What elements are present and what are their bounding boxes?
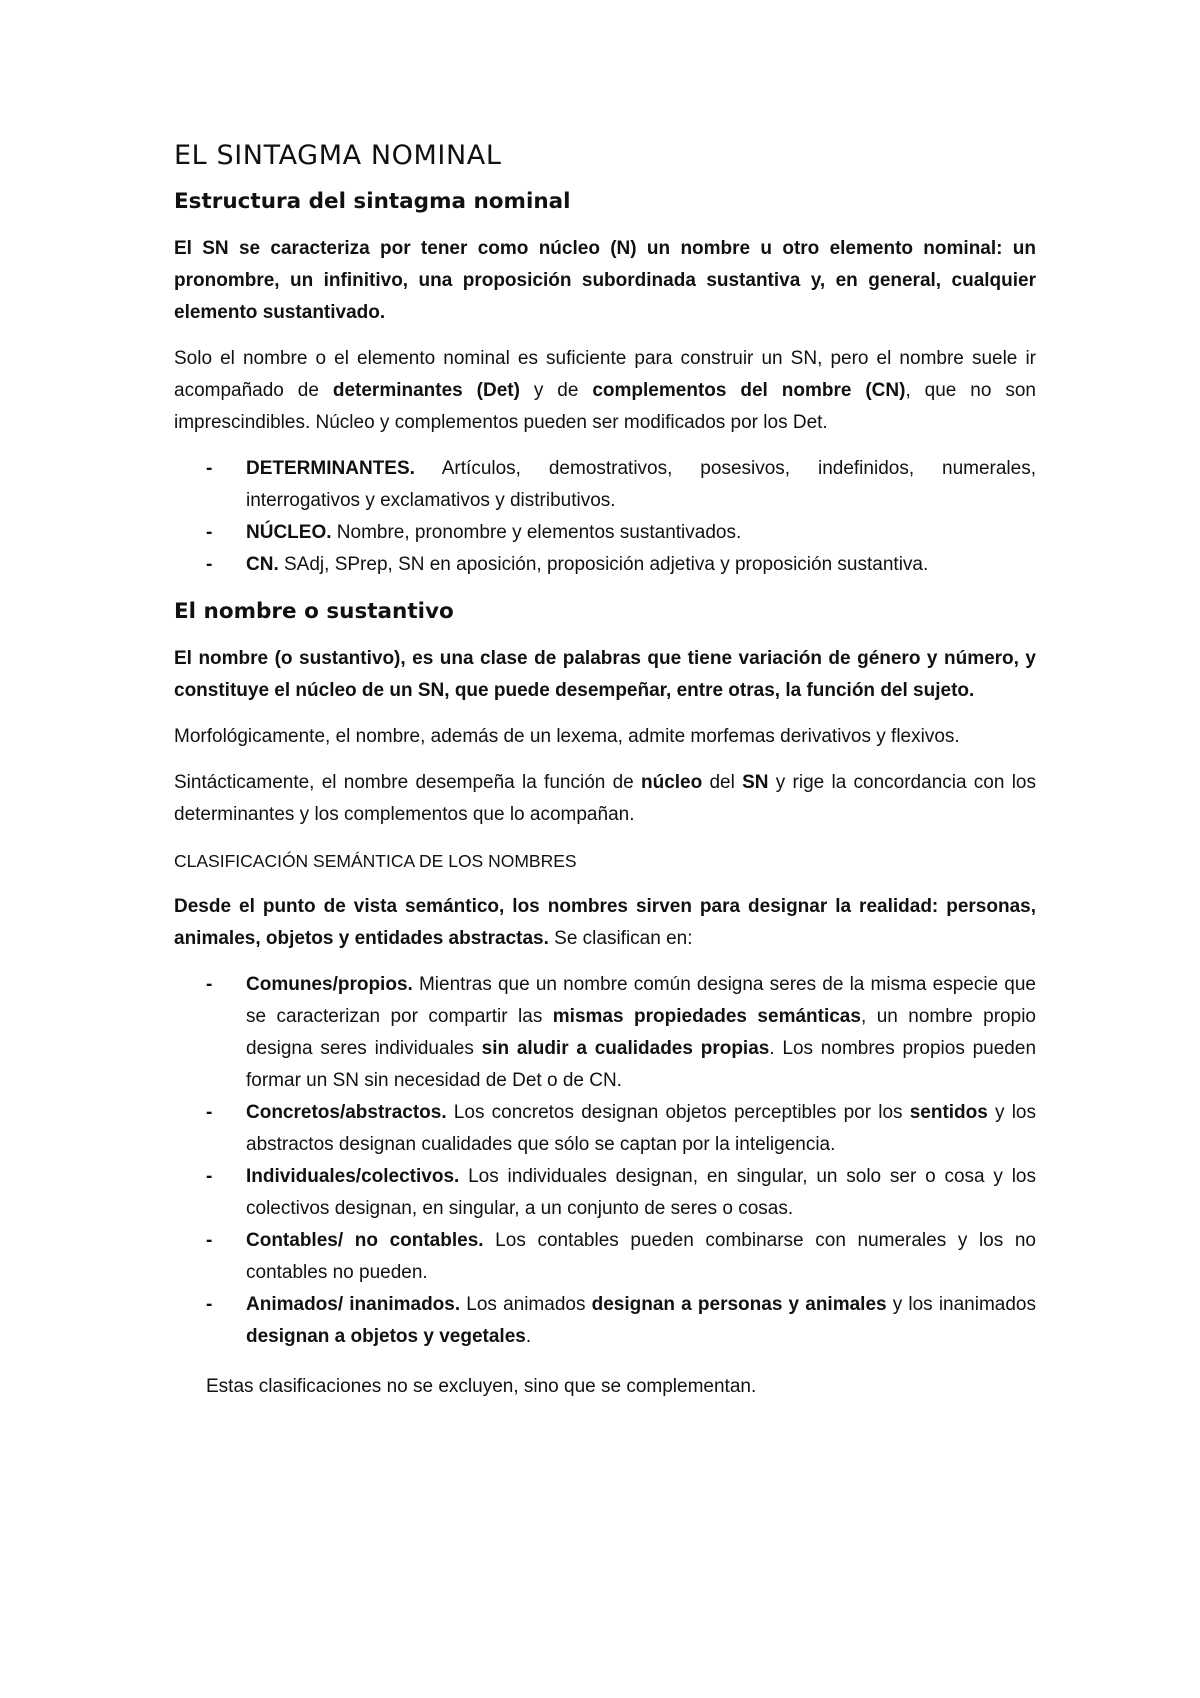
text-run: , un nombre propio designa seres individuales: [246, 1005, 1036, 1059]
dash-bullet: -: [206, 973, 213, 995]
subheading-clasificacion: CLASIFICACIÓN SEMÁNTICA DE LOS NOMBRES: [174, 850, 577, 871]
text-run: Los concretos designan objetos perceptibles por los: [446, 1101, 910, 1123]
text-run: Los animados: [460, 1293, 592, 1315]
closing-note: Estas clasificaciones no se excluyen, sino que se complementan.: [206, 1375, 757, 1397]
list-clasificaciones: [174, 969, 1036, 1353]
document-title: EL SINTAGMA NOMINAL: [174, 140, 502, 171]
list-item-text: Nombre, pronombre y elementos sustantivados.: [331, 522, 742, 544]
list-item: [174, 1225, 1036, 1289]
text-run: y de: [519, 380, 593, 402]
text-run: . Los nombres propios pueden formar un SN sin necesidad de Det o de CN.: [246, 1037, 1037, 1091]
text-run: Los individuales designan, en singular, un solo ser o cosa y los colectivos designan, en singular, a un conjunto de seres o cosas.: [246, 1165, 1036, 1219]
list-item: [174, 969, 1036, 1097]
bold-run: determinantes (Det): [332, 380, 520, 402]
dash-bullet: -: [206, 554, 213, 576]
list-item: [174, 453, 1036, 517]
paragraph-nombre-definition: El nombre (o sustantivo), es una clase de palabras que tiene variación de género y número, y constituye el núcleo de un SN, que puede desempeñar, entre otras, la función del sujeto.: [174, 647, 1036, 701]
text-run: Mientras que un nombre común designa seres de la misma especie que se caracterizan por compartir las: [246, 973, 1036, 1027]
section-heading-estructura: Estructura del sintagma nominal: [174, 189, 571, 215]
list-item-text: Artículos, demostrativos, posesivos, indefinidos, numerales, interrogativos y exclamativos y distributivos.: [246, 458, 1036, 512]
bold-run: sin aludir a cualidades propias: [481, 1037, 770, 1059]
bold-run: designan a personas y animales: [591, 1293, 887, 1315]
list-sn-components: [174, 453, 1036, 581]
dash-bullet: -: [206, 1229, 213, 1251]
paragraph-morfologia: Morfológicamente, el nombre, además de un lexema, admite morfemas derivativos y flexivos.: [174, 725, 960, 747]
bold-run: complementos del nombre (CN): [592, 380, 906, 402]
dash-bullet: -: [206, 1101, 213, 1123]
paragraph-sn-definition: El SN se caracteriza por tener como núcleo (N) un nombre u otro elemento nominal: un pronombre, un infinitivo, una proposición subordinada sustantiva y, en general, cualquier elemento sustantivado.: [174, 238, 1036, 324]
bold-run: núcleo: [640, 771, 703, 793]
text-run: y rige la concordancia con los determinantes y los complementos que lo acompañan.: [174, 771, 1036, 825]
list-item-term: Contables/ no contables.: [246, 1229, 484, 1251]
text-run: Se clasifican en:: [548, 927, 693, 949]
list-item-term: Concretos/abstractos.: [246, 1101, 447, 1123]
list-item-term: Animados/ inanimados.: [246, 1293, 461, 1315]
list-item-term: CN.: [246, 554, 279, 576]
text-run: y los inanimados: [886, 1293, 1036, 1315]
text-run: .: [525, 1325, 532, 1347]
bold-run: Desde el punto de vista semántico, los nombres sirven para designar la realidad: personas, animales, objetos y entidades abstractas.: [174, 895, 1036, 949]
list-item-text: SAdj, SPrep, SN en aposición, proposición adjetiva y proposición sustantiva.: [278, 554, 929, 576]
list-item-term: Individuales/colectivos.: [246, 1165, 460, 1187]
dash-bullet: -: [206, 458, 213, 480]
bold-run: SN: [742, 771, 769, 793]
list-item: [174, 549, 1036, 581]
list-item-term: Comunes/propios.: [246, 973, 413, 995]
paragraph-semantica: [174, 891, 1036, 955]
dash-bullet: -: [206, 1165, 213, 1187]
document-content: [174, 140, 1036, 1403]
text-run: Solo el nombre o el elemento nominal es suficiente para construir un SN, pero el nombre suele ir acompañado de: [174, 348, 1036, 402]
list-item: [174, 517, 1036, 549]
text-run: Sintácticamente, el nombre desempeña la función de: [174, 771, 641, 793]
bold-run: designan a objetos y vegetales: [246, 1325, 526, 1347]
text-run: Los contables pueden combinarse con numerales y los no contables no pueden.: [246, 1229, 1036, 1283]
paragraph-sn-composition: [174, 343, 1036, 439]
list-item: [174, 1289, 1036, 1353]
text-run: , que no son imprescindibles. Núcleo y complementos pueden ser modificados por los Det.: [174, 380, 1036, 434]
paragraph-sintaxis: [174, 767, 1036, 831]
list-item-term: DETERMINANTES.: [246, 458, 415, 480]
dash-bullet: -: [206, 1293, 213, 1315]
list-item: [174, 1097, 1036, 1161]
list-item-term: NÚCLEO.: [246, 522, 332, 544]
section-heading-nombre: El nombre o sustantivo: [174, 599, 454, 625]
dash-bullet: -: [206, 522, 213, 544]
list-item: [174, 1161, 1036, 1225]
bold-run: mismas propiedades semánticas: [552, 1005, 861, 1027]
bold-run: sentidos: [909, 1101, 988, 1123]
text-run: del: [702, 771, 743, 793]
text-run: y los abstractos designan cualidades que sólo se captan por la inteligencia.: [246, 1101, 1036, 1155]
